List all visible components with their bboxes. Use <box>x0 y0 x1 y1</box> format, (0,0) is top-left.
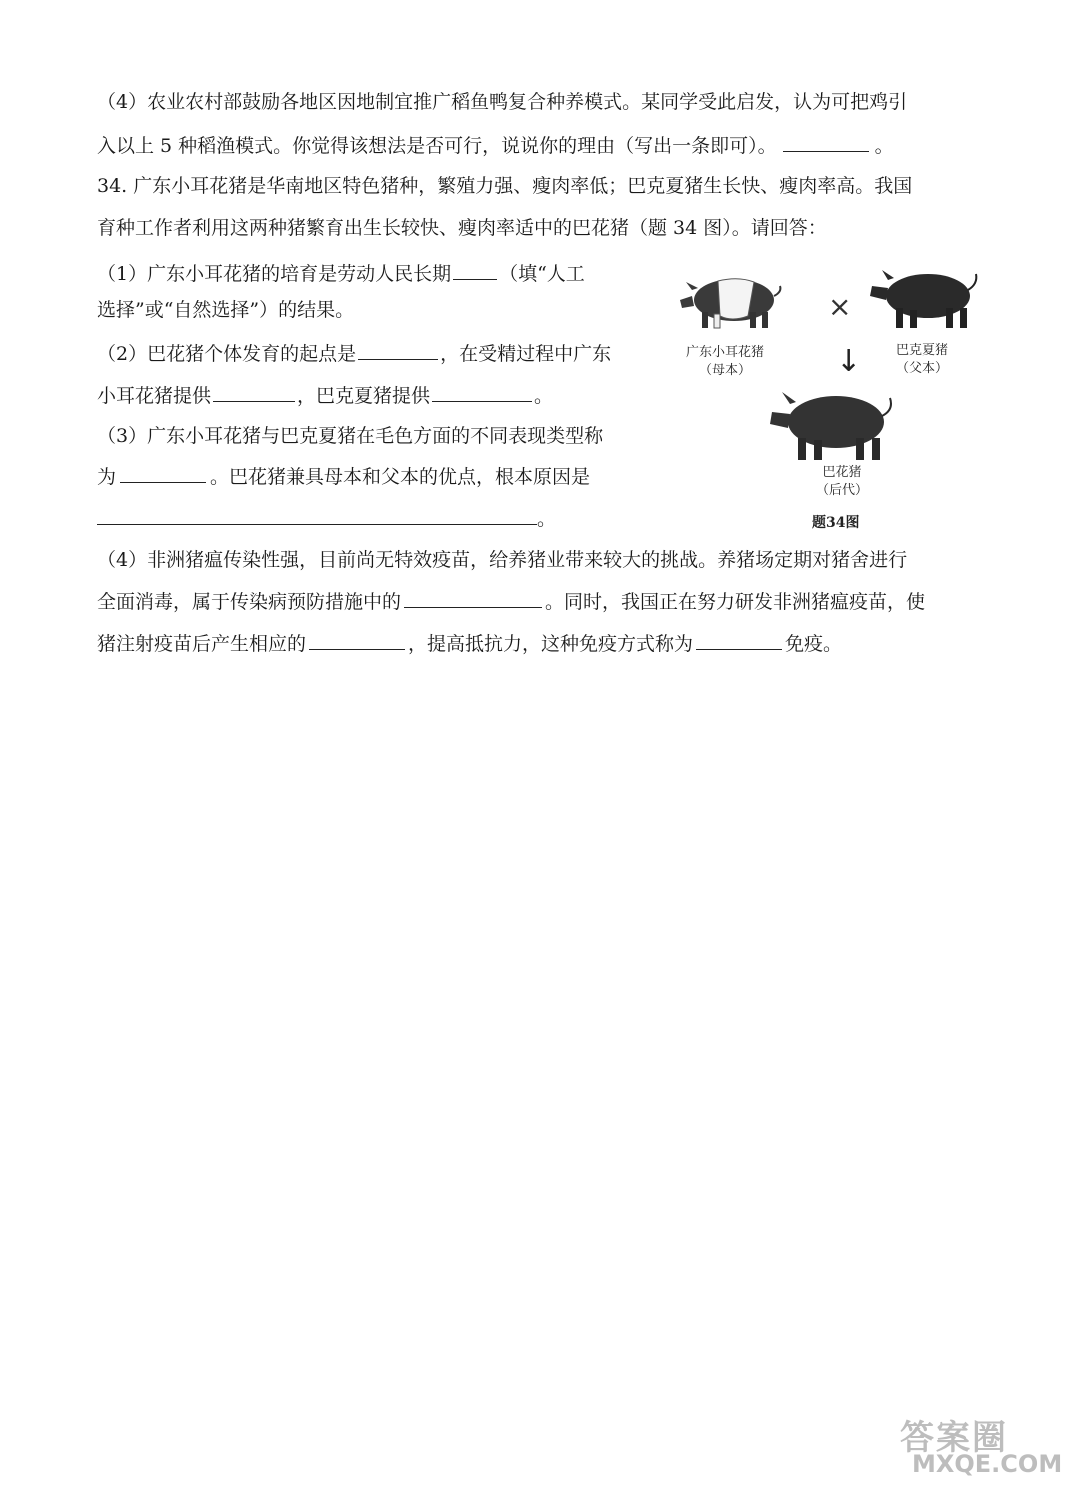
watermark-logo: 答案圈 <box>900 1418 1008 1458</box>
q33-part4-line1: （4）农业农村部鼓励各地区因地制宜推广稻鱼鸭复合种养模式。某同学受此启发，认为可把鸡引 <box>97 91 908 113</box>
offspring-pig-illustration <box>766 382 902 466</box>
q34-part4-line1: （4）非洲猪瘟传染性强，目前尚无特效疫苗，给养猪业带来较大的挑战。养猪场定期对猪舍进行 <box>97 549 908 571</box>
q34-part3-line3 <box>97 504 556 532</box>
q34-part3-line2 <box>97 462 590 490</box>
mother-pig-illustration <box>678 266 790 336</box>
cross-symbol: × <box>828 290 852 323</box>
mother-role: （母本） <box>699 363 752 378</box>
answer-blank-q34-4c[interactable] <box>696 629 782 650</box>
mother-name: 广东小耳花猪 <box>686 345 765 360</box>
answer-blank-q34-2a[interactable] <box>358 339 438 360</box>
q34-part4-text-c: 猪注射疫苗后产生相应的 <box>97 633 307 655</box>
q34-intro-line1: 34. 广东小耳花猪是华南地区特色猪种，繁殖力强、瘦肉率低；巴克夏猪生长快、瘦肉率高。我国 <box>97 175 913 197</box>
q34-part4-text-d: ，提高抵抗力，这种免疫方式称为 <box>408 633 694 655</box>
arrow-symbol: ↓ <box>836 344 862 379</box>
answer-blank-q34-2b[interactable] <box>213 381 295 402</box>
q34-part3-text-b: 。巴花猪兼具母本和父本的优点，根本原因是 <box>210 466 591 488</box>
q34-part2-text-d: ，巴克夏猪提供 <box>297 385 431 407</box>
offspring-role: （后代） <box>816 483 869 498</box>
father-pig-illustration <box>868 260 984 334</box>
answer-blank-q34-4a[interactable] <box>404 587 542 608</box>
father-label <box>896 342 948 378</box>
offspring-name: 巴花猪 <box>822 465 862 480</box>
father-name: 巴克夏猪 <box>896 343 949 358</box>
answer-blank-q34-3b[interactable] <box>97 504 537 525</box>
offspring-label <box>816 464 868 500</box>
watermark-url: MXQE.COM <box>912 1450 1063 1478</box>
q34-part2-line1 <box>97 339 611 367</box>
q34-part2-text-a: （2）巴花猪个体发育的起点是 <box>97 343 357 365</box>
q33-part4-end: 。 <box>874 135 894 157</box>
mother-label <box>686 344 764 380</box>
q34-part3-line1: （3）广东小耳花猪与巴克夏猪在毛色方面的不同表现类型称 <box>97 425 604 447</box>
figure-caption: 题34图 <box>812 515 860 531</box>
q34-part4-line3 <box>97 629 842 657</box>
q33-part4-text: 入以上 5 种稻渔模式。你觉得该想法是否可行，说说你的理由（写出一条即可）。 <box>97 135 777 157</box>
q34-part1-line1 <box>97 259 585 287</box>
q34-part1-line2: 选择”或“自然选择”）的结果。 <box>97 299 355 321</box>
q34-part4-text-b: 。同时，我国正在努力研发非洲猪瘟疫苗，使 <box>545 591 926 613</box>
q34-part4-line2 <box>97 587 925 615</box>
answer-blank-q34-2c[interactable] <box>432 381 532 402</box>
q34-part2-text-c: 小耳花猪提供 <box>97 385 212 407</box>
q34-part3-text-a: 为 <box>97 466 117 488</box>
answer-blank-q33-4[interactable] <box>783 131 869 152</box>
q34-part2-line2 <box>97 381 553 409</box>
answer-blank-q34-1[interactable] <box>453 259 497 280</box>
q34-part2-text-b: ，在受精过程中广东 <box>440 343 612 365</box>
answer-blank-q34-3a[interactable] <box>120 462 206 483</box>
father-role: （父本） <box>896 361 949 376</box>
q34-part1-text-b: （填“人工 <box>499 263 585 285</box>
q34-part3-end: 。 <box>537 508 557 530</box>
q33-part4-line2 <box>97 131 894 159</box>
answer-blank-q34-4b[interactable] <box>309 629 405 650</box>
q34-part1-text-a: （1）广东小耳花猪的培育是劳动人民长期 <box>97 263 452 285</box>
q34-part4-text-a: 全面消毒，属于传染病预防措施中的 <box>97 591 402 613</box>
figure-34 <box>672 252 1002 542</box>
q34-part4-text-e: 免疫。 <box>785 633 843 655</box>
q34-intro-line2: 育种工作者利用这两种猪繁育出生长较快、瘦肉率适中的巴花猪（题 34 图）。请回答： <box>97 217 827 239</box>
q34-part2-text-e: 。 <box>534 385 554 407</box>
